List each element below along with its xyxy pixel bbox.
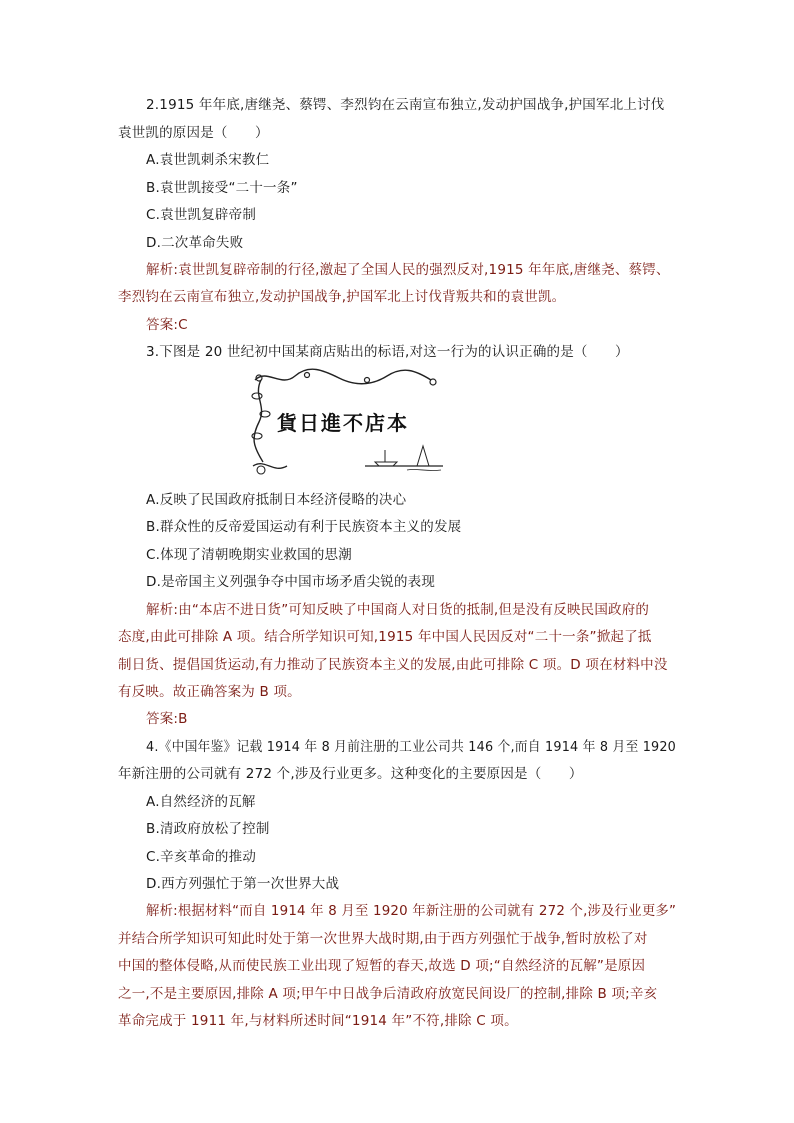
q3-option-b: B.群众性的反帝爱国运动有利于民族资本主义的发展 [146, 519, 462, 535]
q3-option-c: C.体现了清朝晚期实业救国的思潮 [146, 547, 352, 563]
q4-analysis-line4: 之一,不是主要原因,排除 A 项;甲午中日战争后清政府放宽民间设厂的控制,排除 B 项;辛亥 [118, 986, 658, 1002]
q4-analysis-line5: 革命完成于 1911 年,与材料所述时间“1914 年”不符,排除 C 项。 [118, 1013, 518, 1029]
q3-answer: 答案:B [146, 711, 188, 727]
q3-option-a: A.反映了民国政府抵制日本经济侵略的决心 [146, 492, 407, 508]
slogan-text: 貨日進不店本 [277, 411, 409, 435]
q4-option-a: A.自然经济的瓦解 [146, 794, 256, 810]
q2-option-c: C.袁世凯复辟帝制 [146, 207, 257, 223]
q2-stem-line2: 袁世凯的原因是（ ） [118, 125, 269, 141]
q2-option-d: D.二次革命失败 [146, 235, 244, 251]
q4-option-d: D.西方列强忙于第一次世界大战 [146, 876, 340, 892]
q4-analysis-line2: 并结合所学知识可知此时处于第一次世界大战时期,由于西方列强忙于战争,暂时放松了对 [118, 931, 648, 947]
q3-option-d: D.是帝国主义列强争夺中国市场矛盾尖锐的表现 [146, 574, 436, 590]
q4-option-c: C.辛亥革命的推动 [146, 849, 257, 865]
q3-analysis-line1: 解析:由“本店不进日货”可知反映了中国商人对日货的抵制,但是没有反映民国政府的 [146, 602, 650, 618]
q3-analysis-line3: 制日货、提倡国货运动,有力推动了民族资本主义的发展,由此可排除 C 项。D 项在材料中没 [118, 657, 668, 673]
slogan-poster-illustration [247, 366, 449, 480]
q4-stem-line1: 4.《中国年鉴》记载 1914 年 8 月前注册的工业公司共 146 个,而自 1914 年 8 月至 1920 [146, 739, 677, 755]
q3-slogan-figure [247, 366, 449, 480]
q2-option-b: B.袁世凯接受“二十一条” [146, 180, 298, 196]
q3-stem: 3.下图是 20 世纪初中国某商店贴出的标语,对这一行为的认识正确的是（ ） [146, 344, 629, 360]
q4-stem-line2: 年新注册的公司就有 272 个,涉及行业更多。这种变化的主要原因是（ ） [118, 766, 583, 782]
q3-analysis-line4: 有反映。故正确答案为 B 项。 [118, 684, 301, 700]
q4-option-b: B.清政府放松了控制 [146, 821, 270, 837]
q3-analysis-line2: 态度,由此可排除 A 项。结合所学知识可知,1915 年中国人民因反对“二十一条”掀起了抵 [118, 629, 652, 645]
q2-option-a: A.袁世凯刺杀宋教仁 [146, 152, 270, 168]
q2-analysis-line2: 李烈钧在云南宣布独立,发动护国战争,护国军北上讨伐背叛共和的袁世凯。 [118, 289, 566, 305]
q2-stem-line1: 2.1915 年年底,唐继尧、蔡锷、李烈钧在云南宣布独立,发动护国战争,护国军北上讨伐 [146, 97, 665, 113]
q4-analysis-line3: 中国的整体侵略,从而使民族工业出现了短暂的春天,故选 D 项;“自然经济的瓦解”是原因 [118, 958, 646, 974]
q2-analysis-line1: 解析:袁世凯复辟帝制的行径,激起了全国人民的强烈反对,1915 年年底,唐继尧、蔡锷、 [146, 262, 670, 278]
q4-analysis-line1: 解析:根据材料“而自 1914 年 8 月至 1920 年新注册的公司就有 272 个,涉及行业更多” [146, 903, 677, 919]
q2-answer: 答案:C [146, 317, 188, 333]
